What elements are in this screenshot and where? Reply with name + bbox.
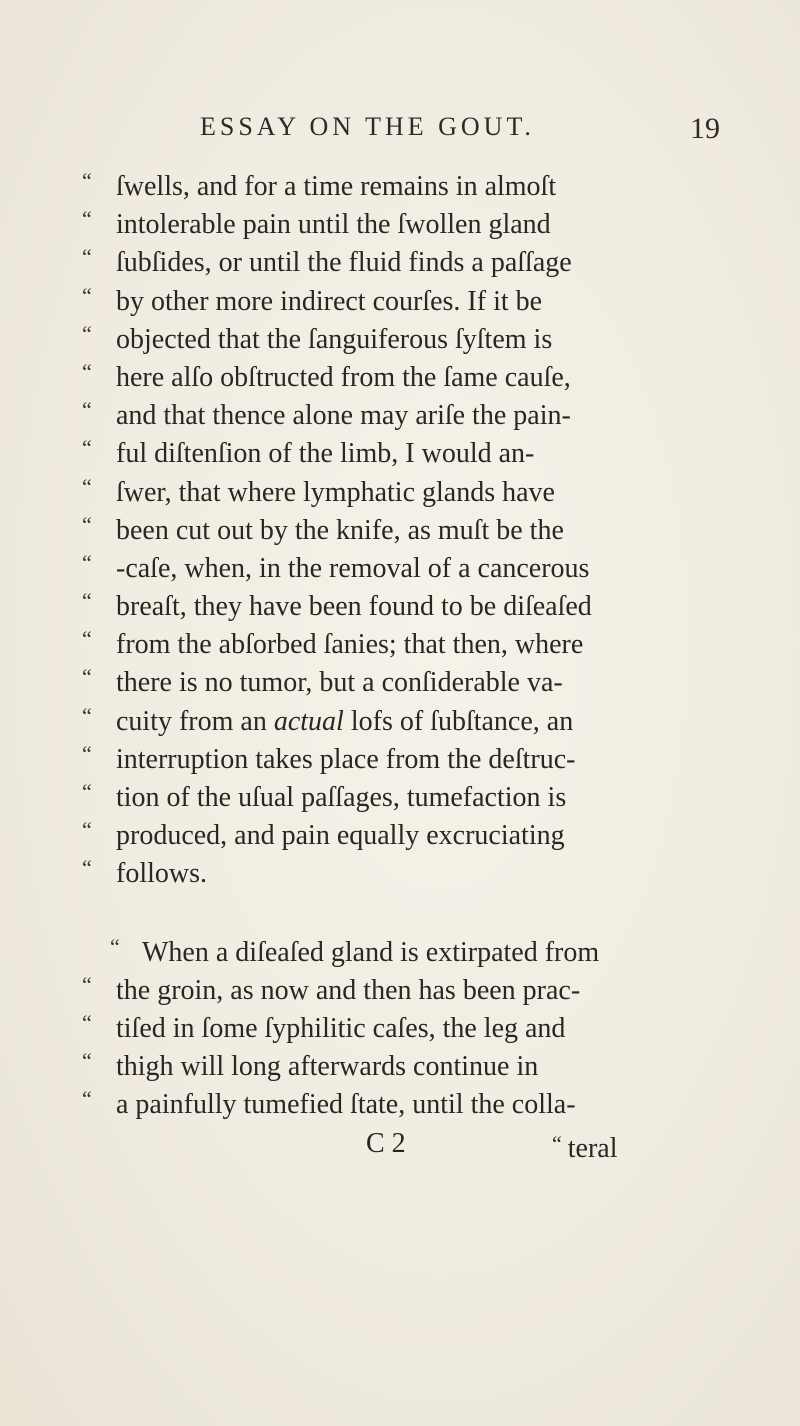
quote-mark: “ <box>82 626 92 652</box>
line-text-main: ſubſides, or until the fluid finds a paſſage <box>116 247 572 279</box>
line-text-main: ſwells, and for a time remains in almoſt <box>116 171 557 202</box>
quote-mark: “ <box>82 740 92 766</box>
quote-mark: “ <box>82 855 92 881</box>
text-line <box>82 397 712 435</box>
quote-mark: “ <box>82 244 92 270</box>
line-text-main: cuity from an <box>116 705 267 737</box>
text-line <box>82 168 712 206</box>
catchword-quote: “ <box>552 1130 562 1156</box>
text-line <box>82 321 712 359</box>
catchword-text: teral <box>567 1132 618 1164</box>
line-text-main: interruption takes place from the deſtruc- <box>116 743 576 775</box>
line-text-main: ful diſtenſion of the limb, I would an- <box>116 438 535 470</box>
line-text <box>116 550 589 588</box>
line-text-main: a painfully tumefied ſtate, until the colla- <box>116 1089 576 1121</box>
text-line <box>82 664 712 702</box>
line-text-main: tiſed in ſome ſyphilitic caſes, the leg and <box>116 1012 566 1044</box>
quote-mark: “ <box>82 320 92 346</box>
text-line <box>82 1010 712 1048</box>
line-text <box>116 244 572 282</box>
line-text <box>142 934 599 972</box>
text-line <box>82 855 712 893</box>
text-line <box>82 626 712 664</box>
line-text <box>116 855 207 893</box>
line-text <box>116 588 592 626</box>
line-text-main: objected that the ſanguiferous ſyſtem is <box>116 323 553 355</box>
line-text-main: by other more indirect courſes. If it be <box>116 285 543 317</box>
text-line <box>82 817 712 855</box>
paragraph-gap <box>82 894 712 934</box>
quote-mark: “ <box>82 168 92 193</box>
line-text <box>116 512 564 550</box>
text-line <box>82 512 712 550</box>
text-line <box>82 550 712 588</box>
quote-mark: “ <box>82 817 92 843</box>
line-text-main: here alſo obſtructed from the ſame cauſe, <box>116 361 571 393</box>
quote-mark: “ <box>82 1086 92 1112</box>
quote-mark: “ <box>82 1048 92 1074</box>
line-text-main: been cut out by the knife, as muſt be the <box>116 514 564 546</box>
body-text <box>82 168 712 1163</box>
line-text <box>116 703 573 741</box>
line-text <box>116 972 580 1010</box>
line-text <box>116 779 566 817</box>
line-text <box>116 206 551 244</box>
line-text <box>116 168 556 206</box>
running-head <box>200 112 720 152</box>
quote-mark: “ <box>82 588 92 614</box>
line-text <box>116 817 565 855</box>
text-line <box>82 741 712 779</box>
line-text-main: -caſe, when, in the removal of a cancerous <box>116 552 590 584</box>
quote-mark: “ <box>82 511 92 537</box>
quote-mark: “ <box>82 206 92 232</box>
line-text <box>116 1010 565 1048</box>
quote-mark: “ <box>82 397 92 423</box>
text-line <box>82 1086 712 1124</box>
line-text-main: breaſt, they have been found to be diſeaſed <box>116 591 592 623</box>
line-text-main: When a diſeaſed gland is extirpated from <box>142 936 600 968</box>
line-text <box>116 1048 538 1086</box>
line-text <box>116 626 583 664</box>
text-line <box>82 703 712 741</box>
text-line <box>82 359 712 397</box>
text-line <box>82 283 712 321</box>
text-line <box>82 1048 712 1086</box>
quote-mark: “ <box>82 702 92 728</box>
line-text <box>116 397 571 435</box>
text-line <box>82 972 712 1010</box>
line-text <box>116 435 534 473</box>
text-line <box>82 934 712 972</box>
catchword <box>552 1125 618 1168</box>
quote-mark: “ <box>82 1009 92 1035</box>
line-text <box>116 664 563 702</box>
italic-word: actual <box>273 705 344 737</box>
line-text-rest: lofs of ſubſtance, an <box>350 705 574 737</box>
line-text <box>116 359 571 397</box>
line-text <box>116 474 555 512</box>
line-text-main: produced, and pain equally excruciating <box>116 820 565 852</box>
line-text-main: and that thence alone may ariſe the pain- <box>116 400 571 432</box>
quote-mark: “ <box>82 549 92 575</box>
line-text <box>116 1086 576 1124</box>
page-number: 19 <box>690 112 720 145</box>
quote-mark: “ <box>82 971 92 997</box>
line-text-main: the groin, as now and then has been prac- <box>116 974 581 1006</box>
line-text-main: there is no tumor, but a conſiderable va- <box>116 667 563 699</box>
signature-mark: C 2 <box>366 1127 406 1159</box>
text-line <box>82 588 712 626</box>
text-line <box>82 435 712 473</box>
line-text-main: ſwer, that where lymphatic glands have <box>116 476 555 508</box>
quote-mark: “ <box>82 779 92 804</box>
line-text <box>116 741 575 779</box>
line-text-main: thigh will long afterwards continue in <box>116 1051 539 1083</box>
quote-mark: “ <box>82 664 92 690</box>
text-line <box>82 779 712 817</box>
line-text <box>116 321 552 359</box>
text-line <box>82 206 712 244</box>
quote-mark: “ <box>82 435 92 461</box>
quote-mark: “ <box>82 282 92 308</box>
running-title: ESSAY ON THE GOUT. <box>200 112 535 141</box>
text-line <box>82 244 712 282</box>
line-text <box>116 283 542 321</box>
quote-mark: “ <box>110 933 120 959</box>
line-text-main: tion of the uſual paſſages, tumefaction is <box>116 782 567 813</box>
text-line <box>82 474 712 512</box>
quote-mark: “ <box>82 473 92 499</box>
line-text-main: intolerable pain until the ſwollen gland <box>116 209 551 241</box>
line-text-main: follows. <box>116 858 207 890</box>
line-text-main: from the abſorbed ſanies; that then, where <box>116 629 584 661</box>
page-footer <box>82 1125 712 1163</box>
quote-mark: “ <box>82 358 92 384</box>
